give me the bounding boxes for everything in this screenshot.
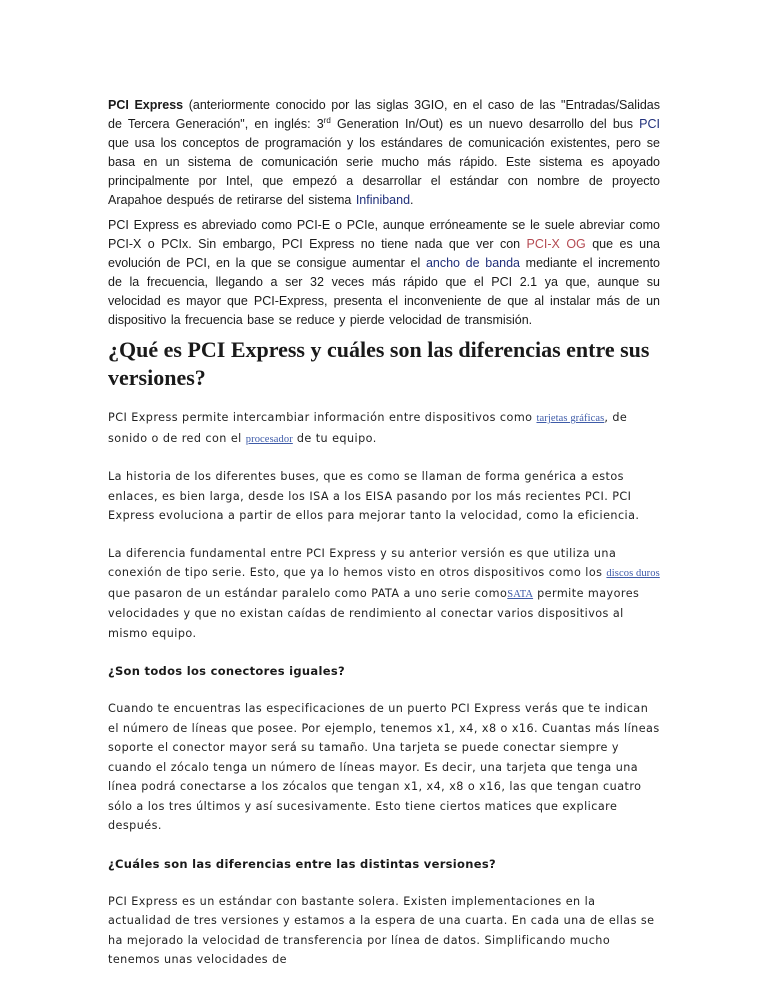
link-ancho-de-banda[interactable]: ancho de banda [425, 256, 521, 270]
link-discos-duros[interactable]: discos duros [606, 568, 660, 579]
text-run: de tu equipo. [292, 431, 377, 445]
link-infiniband[interactable]: Infiniband [355, 193, 411, 207]
link-sata[interactable]: SATA [507, 588, 534, 600]
text-run: permite mayores velocidades y que no existan caídas de rendimiento al conectar varios dispositivos al mismo equipo. [108, 586, 640, 640]
text-run: (anteriormente conocido por las siglas 3GIO, en el caso de las "Entradas/Salidas de Tercera Generación", en inglés: 3 [108, 98, 660, 131]
connectors-heading: ¿Son todos los conectores iguales? [108, 664, 345, 678]
versions-heading: ¿Cuáles son las diferencias entre las distintas versiones? [108, 856, 496, 871]
document-page [108, 96, 660, 988]
section3-paragraph-1: PCI Express es un estándar con bastante solera. Existen implementaciones en la actualidad de tres versiones y estamos a la espera de una cuarta. En cada una de ellas se ha mejorado la velocidad de transferencia por línea de datos. Simplificando mucho tenemos unas velocidades de [108, 894, 655, 966]
text-run: . [410, 193, 414, 207]
section1-paragraph-1 [108, 408, 660, 449]
text-run: PCI Express permite intercambiar información entre dispositivos como [108, 411, 537, 424]
link-tarjetas-graficas[interactable]: tarjetas gráficas [536, 413, 605, 424]
superscript: rd [323, 115, 331, 125]
text-run: que usa los conceptos de programación y los estándares de comunicación existentes, pero se basa en un sistema de comunicación serie mucho más rápido. Este sistema es apoyado principalmente por Intel, que empezó a desarrollar el estándar con nombre de proyecto Arapahoe después de retirarse del sistema [108, 136, 660, 207]
intro-paragraph-2 [108, 216, 660, 330]
link-pci[interactable]: PCI [639, 117, 660, 131]
link-procesador[interactable]: procesador [245, 433, 293, 445]
section2-paragraph-1: Cuando te encuentras las especificaciones de un puerto PCI Express verás que te indican el número de líneas que posee. Por ejemplo, tenemos x1, x4, x8 o x16. Cuantas más líneas soporte el conector mayor será su tamaño. Una tarjeta se puede conectar siempre y cuando el zócalo tenga un número de líneas mayor. Es decir, una tarjeta que tenga una línea podrá conectarse a los zócalos que tengan x1, x4, x8 o x16, las que tengan cuatro sólo a los tres últimos y así sucesivamente. Esto tiene ciertos matices que explicare después. [108, 702, 660, 832]
text-run: , de sonido o de red con el [108, 411, 628, 445]
text-run: PCI Express es abreviado como PCI-E o PCIe, aunque erróneamente se le suele abreviar como PCI-X o PCIx. Sin embargo, PCI Express no tiene nada que ver con [108, 218, 660, 251]
text-run: que es una evolución de PCI, en la que se consigue aumentar el [108, 237, 660, 270]
text-run: La diferencia fundamental entre PCI Express y su anterior versión es que utiliza una conexión de tipo serie. Esto, que ya lo hemos visto en otros dispositivos como los [108, 546, 617, 579]
term-pci-express: PCI Express [108, 98, 184, 112]
intro-paragraph-1 [108, 96, 660, 210]
text-run: que pasaron de un estándar paralelo como PATA a uno serie como [108, 586, 508, 600]
text-run: Generation In/Out) es un nuevo desarrollo del bus [330, 117, 640, 131]
section1-paragraph-2: La historia de los diferentes buses, que es como se llaman de forma genérica a estos enlaces, es bien larga, desde los ISA a los EISA pasando por los más recientes PCI. PCI Express evoluciona a partir de ellos para mejorar tanto la velocidad, como la eficiencia. [108, 470, 640, 522]
section1-paragraph-3 [108, 544, 660, 644]
main-heading: ¿Qué es PCI Express y cuáles son las diferencias entre sus versiones? [108, 337, 650, 390]
link-pci-x[interactable]: PCI-X OG [526, 237, 586, 251]
text-run: mediante el incremento de la frecuencia, llegando a ser 32 veces más rápido que el PCI 2.1 ya que, aunque su velocidad es mayor que PCI-Express, presenta el inconveniente de que al instalar más de un dispositivo la frecuencia base se reduce y pierde velocidad de transmisión. [108, 256, 660, 327]
